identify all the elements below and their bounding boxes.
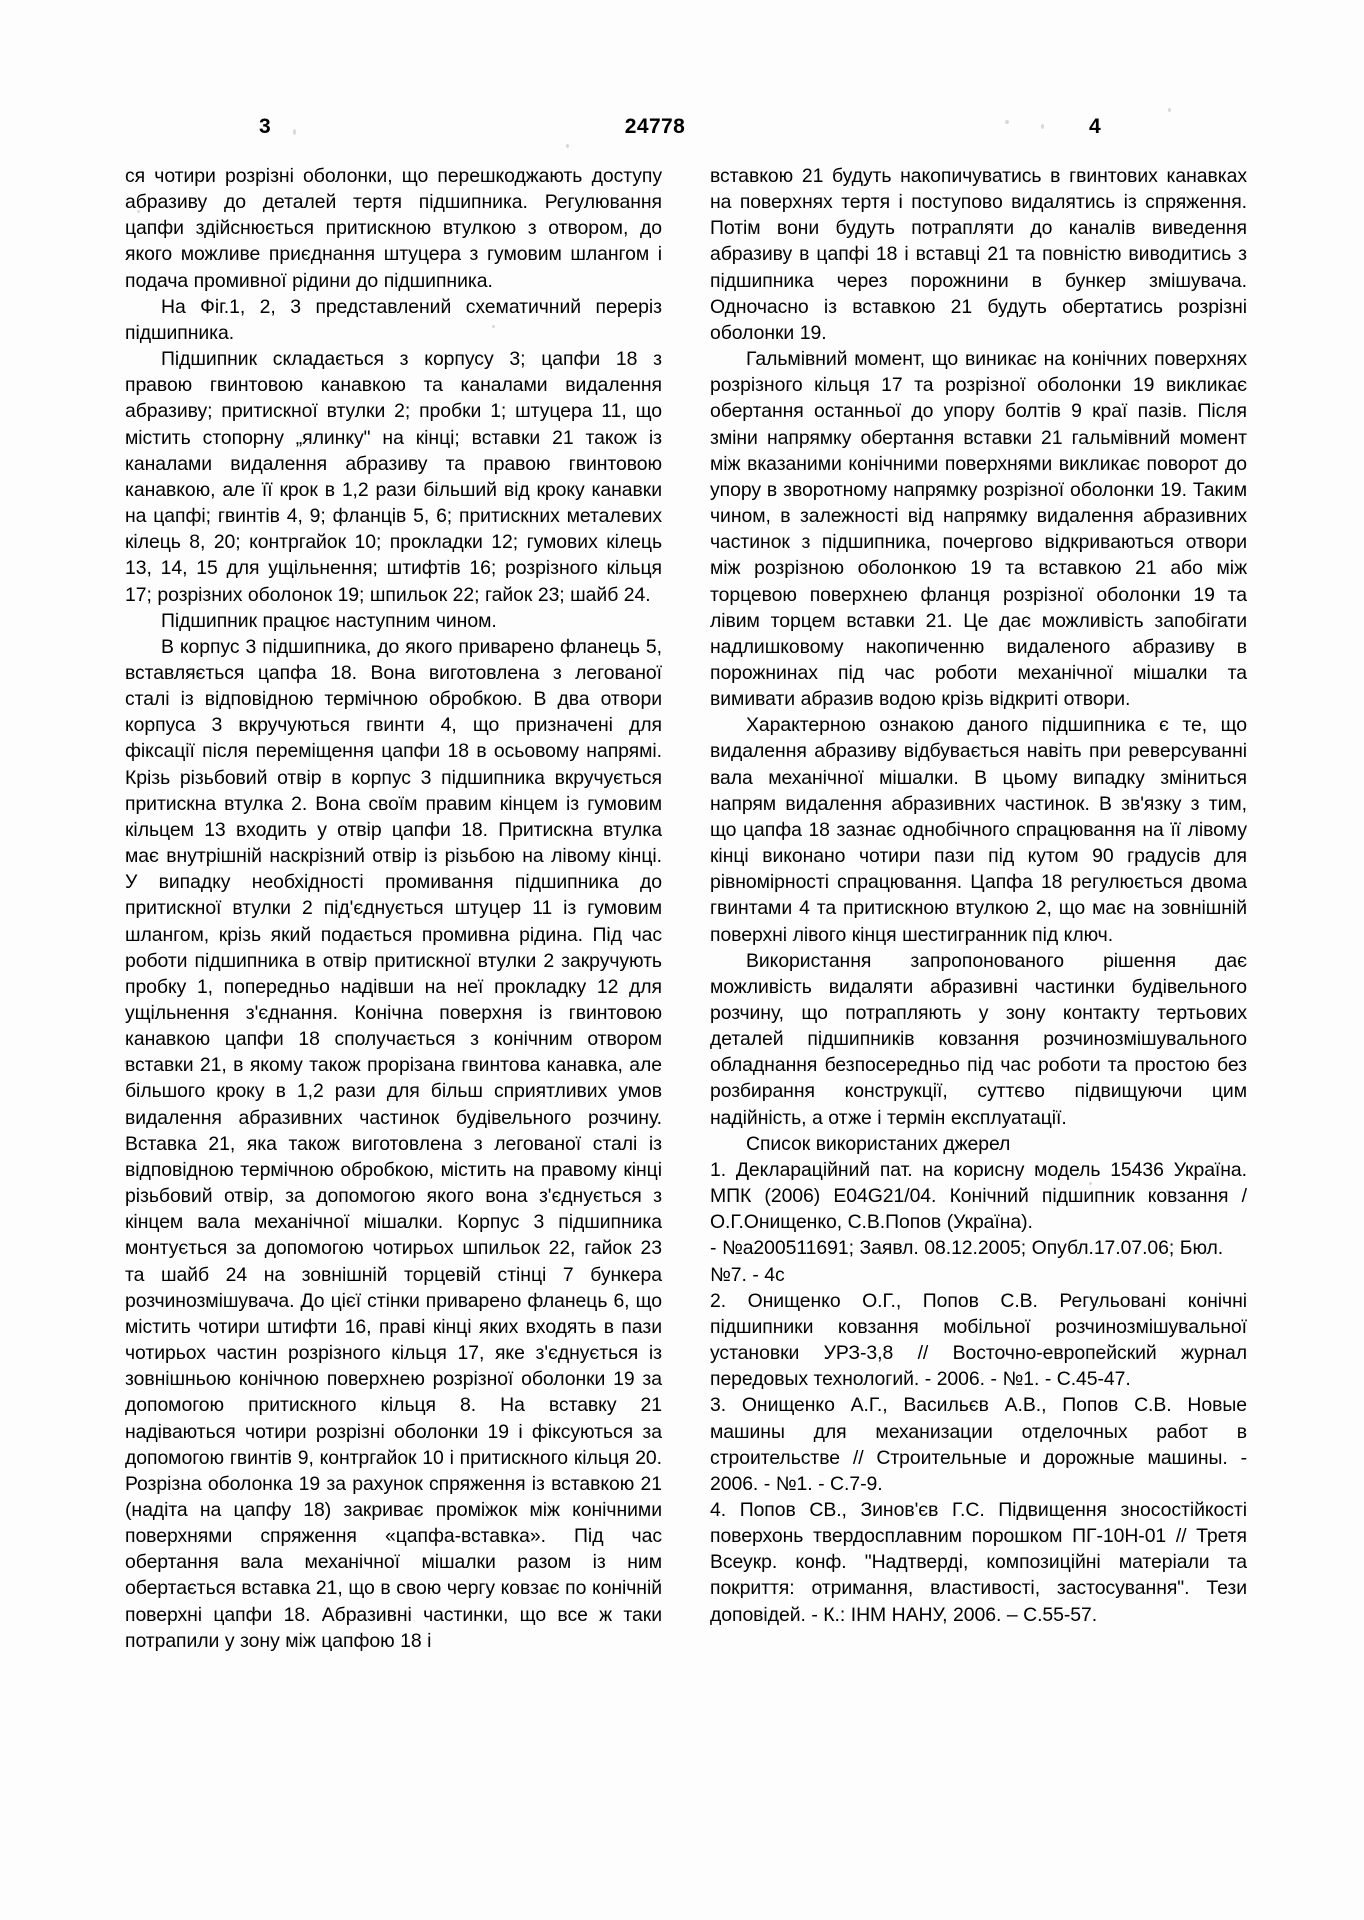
paragraph: В корпус 3 підшипника, до якого приварено фланець 5, вставляється цапфа 18. Вона виготовлена з легованої сталі із відповідною термічною обробкою. В два отвори корпуса 3 вкручуються гвинти 4, що призначені для фіксації після переміщення цапфи 18 в осьовому напрямі. Крізь різьбовий отвір в корпус 3 підшипника вкручується притискна втулка 2. Вона своїм правим кінцем із гумовим кільцем 13 входить у отвір цапфи 18. Притискна втулка має внутрішній наскрізний отвір із різьбою на лівому кінці. У випадку необхідності промивання підшипника до притискної втулки 2 під'єднується штуцер 11 із гумовим шлангом, крізь який подається промивна рідина. Під час роботи підшипника в отвір притискної втулки 2 закручують пробку 1, попередньо надівши на неї прокладку 12 для ущільнення з'єднання. Конічна поверхня із гвинтовою канавкою цапфи 18 сполучається з конічним отвором вставки 21, в якому також прорізана гвинтова канавка, але більшого кроку в 1,2 рази для більш сприятливих умов видалення абразивних частинок будівельного розчину. Вставка 21, яка також виготовлена з легованої сталі із відповідною термічною обробкою, містить на правому кінці різьбовий отвір, за допомогою якого вона з'єднується з кінцем вала механічної мішалки. Корпус 3 підшипника монтується за допомогою чотирьох шпильок 22, гайок 23 та шайб 24 на зовнішній торцевій стінці 7 бункера розчинозмішувача. До цієї стінки приварено фланець 6, що містить чотири штифти 16, праві кінці яких входять в пази чотирьох частин розрізного кільця 17, яке з'єднується із зовнішньою конічною поверхнею розрізної оболонки 19 за допомогою притискного кільця 8. На вставку 21 надіваються чотири розрізні оболонки 19 і фіксуються за допомогою гвинтів 9, контргайок 10 і притискного кільця 20. Розрізна оболонка 19 за рахунок спряження із вставкою 21 (надіта на цапфу 18) закриває проміжок між конічними поверхнями спряження «цапфа-вставка». Під час обертання вала механічної мішалки разом із ним обертається вставка 21, що в свою чергу ковзає по конічній поверхні цапфи 18. Абразивні частинки, що все ж таки потрапили у зону між цапфою 18 і [125, 635, 662, 1652]
reference-item: - №а200511691; Заявл. 08.12.2005; Опубл.17.07.06; Бюл. №7. - 4с [710, 1237, 1224, 1286]
two-column-body [125, 163, 1247, 1654]
reference-item: 1. Деклараційний пат. на корисну модель 15436 Україна. МПК (2006) E04G21/04. Конічний підшипник ковзання / О.Г.Онищенко, С.В.Попов (Україна). [710, 1158, 1247, 1234]
left-column [125, 163, 662, 1654]
reference-item: 4. Попов СВ., Зинов'єв Г.С. Підвищення зносостійкості поверхонь твердосплавним порошком ПГ-10Н-01 // Третя Всеукр. конф. "Надтверді, композиційні матеріали та покриття: отримання, властивості, застосування". Тези доповідей. - К.: ІНМ НАНУ, 2006. – С.55-57. [710, 1498, 1247, 1626]
right-column [710, 163, 1247, 1654]
reference-item: 3. Онищенко А.Г., Васильєв А.В., Попов С.В. Новые машины для механизации отделочных работ в строительстве // Строительные и дорожные машины. - 2006. - №1. - С.7-9. [710, 1394, 1247, 1495]
reference-item: 2. Онищенко О.Г., Попов С.В. Регульовані конічні підшипники ковзання мобільної розчинозмішувальної установки УРЗ-3,8 // Восточно-европейский журнал передовых технологий. - 2006. - №1. - С.45-47. [710, 1289, 1247, 1391]
paragraph: Використання запропонованого рішення дає можливість видаляти абразивні частинки будівельного розчину, що потрапляють у зону контакту тертьових деталей підшипників ковзання розчинозмішувального обладнання безпосередньо під час роботи та простою без розбирання конструкції, суттєво підвищуючи цим надійність, а отже і термін експлуатації. [710, 949, 1247, 1129]
document-number: 24778 [624, 115, 686, 138]
paragraph: Характерною ознакою даного підшипника є те, що видалення абразиву відбувається навіть при реверсуванні вала механічної мішалки. В цьому випадку зміниться напрям видалення абразивних частинок. В зв'язку з тим, що цапфа 18 зазнає однобічного спрацювання на її лівому кінці виконано чотири пази під кутом 90 градусів для рівномірності спрацювання. Цапфа 18 регулюється двома гвинтами 4 та притискною втулкою 2, що має на зовнішній поверхні лівого кінця шестигранник під ключ. [710, 714, 1247, 946]
paragraph: вставкою 21 будуть накопичуватись в гвинтових канавках на поверхнях тертя і поступово видалятись із спряження. Потім вони будуть потрапляти до каналів виведення абразиву в цапфі 18 і вставці 21 та повністю виводитись з підшипника через порожнини в бункер змішувача. Одночасно із вставкою 21 будуть обертатись розрізні оболонки 19. [710, 165, 1247, 344]
right-page-number: 4 [1088, 115, 1102, 138]
page-header [125, 112, 1245, 142]
paragraph: Підшипник працює наступним чином. [161, 609, 497, 632]
paragraph: Підшипник складається з корпусу 3; цапфи 18 з правою гвинтовою канавкою та каналами видалення абразиву; притискної втулки 2; пробки 1; штуцера 11, що містить стопорну „ялинку" на кінці; вставки 21 також із каналами видалення абразиву та правою гвинтовою канавкою, але її крок в 1,2 рази більший від кроку канавки на цапфі; гвинтів 4, 9; фланців 5, 6; притискних металевих кілець 8, 20; контргайок 10; прокладки 12; гумових кілець 13, 14, 15 для ущільнення; штифтів 16; розрізного кільця 17; розрізних оболонок 19; шпильок 22; гайок 23; шайб 24. [125, 348, 662, 606]
scan-speck [566, 144, 569, 148]
paragraph: ся чотири розрізні оболонки, що перешкоджають доступу абразиву до деталей тертя підшипника. Регулювання цапфи здійснюється притискною втулкою з отвором, до якого можливе приєднання штуцера з гумовим шлангом і подача промивної рідини до підшипника. [125, 165, 662, 292]
paragraph: На Фіг.1, 2, 3 представлений схематичний переріз підшипника. [125, 295, 662, 344]
left-page-number: 3 [258, 115, 272, 138]
references-title: Список використаних джерел [746, 1132, 1011, 1155]
paragraph: Гальмівний момент, що виникає на конічних поверхнях розрізного кільця 17 та розрізної оболонки 19 викликає обертання останньої до упору болтів 9 краї пазів. Після зміни напрямку обертання вставки 21 гальмівний момент між вказаними конічними поверхнями викликає поворот до упору в зворотному напрямку розрізної оболонки 19. Таким чином, в залежності від напрямку видалення абразивних частинок з підшипника, почергово відкриваються отвори між розрізною оболонкою 19 та вставкою 21 або між торцевою поверхнею фланця розрізної оболонки 19 та лівим торцем вставки 21. Це дає можливість запобігати надлишковому накопиченню видаленого абразиву в порожнинах під час роботи механічної мішалки та вимивати абразив водою крізь відкриті отвори. [710, 348, 1247, 711]
